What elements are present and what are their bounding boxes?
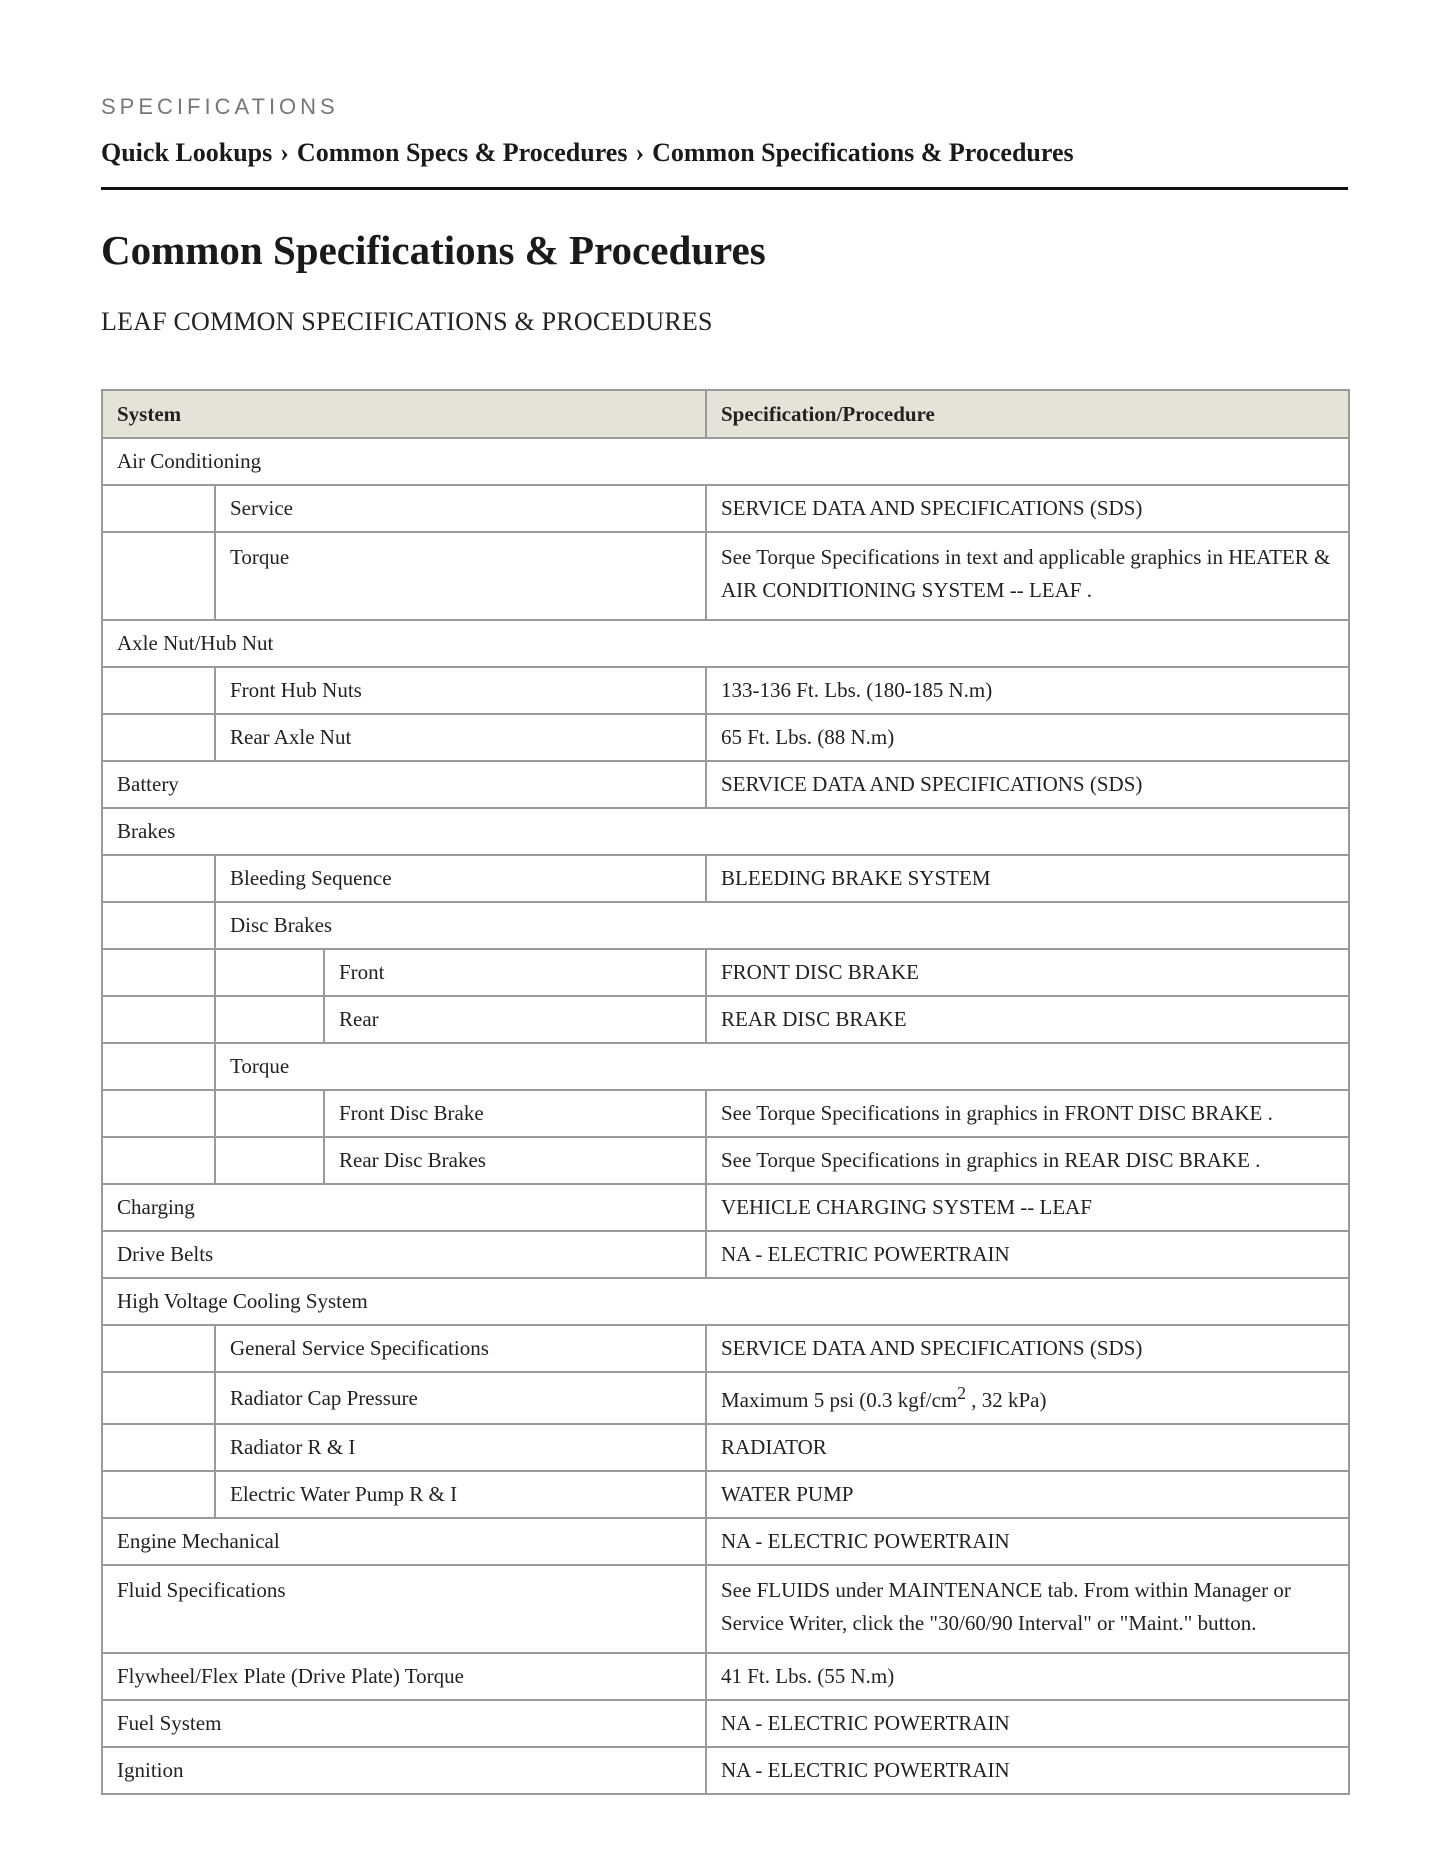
item-value: 65 Ft. Lbs. (88 N.m): [706, 714, 1349, 761]
item-value: SERVICE DATA AND SPECIFICATIONS (SDS): [706, 485, 1349, 532]
indent-cell: [102, 855, 215, 902]
table-row: [102, 1471, 1349, 1518]
system-charging: Charging: [102, 1184, 706, 1231]
header-divider: [101, 187, 1348, 190]
subgroup-disc-brakes: Disc Brakes: [215, 902, 1349, 949]
breadcrumb-separator: ›: [635, 138, 645, 167]
breadcrumb: [101, 138, 1074, 168]
system-fuel: Fuel System: [102, 1700, 706, 1747]
item-value: NA - ELECTRIC POWERTRAIN: [706, 1231, 1349, 1278]
table-row: [102, 1747, 1349, 1794]
item-value: SERVICE DATA AND SPECIFICATIONS (SDS): [706, 761, 1349, 808]
table-row: [102, 855, 1349, 902]
item-label: Electric Water Pump R & I: [215, 1471, 706, 1518]
breadcrumb-item-current: Common Specifications & Procedures: [652, 138, 1074, 167]
item-label: Rear Axle Nut: [215, 714, 706, 761]
table-row: [102, 1700, 1349, 1747]
table-row: [102, 1518, 1349, 1565]
indent-cell: [102, 532, 215, 620]
system-fluid-specs: Fluid Specifications: [102, 1565, 706, 1653]
item-label: Front Hub Nuts: [215, 667, 706, 714]
item-value: WATER PUMP: [706, 1471, 1349, 1518]
column-header-system: System: [102, 390, 706, 438]
item-value: See Torque Specifications in graphics in FRONT DISC BRAKE .: [706, 1090, 1349, 1137]
table-row: [102, 620, 1349, 667]
item-value: NA - ELECTRIC POWERTRAIN: [706, 1518, 1349, 1565]
subgroup-brake-torque: Torque: [215, 1043, 1349, 1090]
value-text: Maximum 5 psi (0.3 kgf/cm: [721, 1387, 958, 1412]
item-value: See FLUIDS under MAINTENANCE tab. From within Manager or Service Writer, click the "30/60/90 Interval" or "Maint." button.: [706, 1565, 1349, 1653]
indent-cell: [102, 1090, 215, 1137]
item-label: Bleeding Sequence: [215, 855, 706, 902]
page-subtitle: LEAF COMMON SPECIFICATIONS & PROCEDURES: [101, 307, 713, 336]
specifications-table: [101, 389, 1350, 1795]
indent-cell: [102, 1325, 215, 1372]
indent-cell: [102, 1137, 215, 1184]
table-row: [102, 1278, 1349, 1325]
system-battery: Battery: [102, 761, 706, 808]
item-value: SERVICE DATA AND SPECIFICATIONS (SDS): [706, 1325, 1349, 1372]
indent-cell: [215, 996, 324, 1043]
breadcrumb-item-quick-lookups[interactable]: Quick Lookups: [101, 138, 273, 167]
table-header-row: [102, 390, 1349, 438]
indent-cell: [215, 1090, 324, 1137]
section-kicker: SPECIFICATIONS: [101, 94, 339, 119]
value-text: , 32 kPa): [965, 1387, 1047, 1412]
indent-cell: [102, 902, 215, 949]
item-label: Torque: [215, 532, 706, 620]
table-row: [102, 714, 1349, 761]
item-label: Radiator Cap Pressure: [215, 1372, 706, 1424]
item-label: Service: [215, 485, 706, 532]
table-row: [102, 438, 1349, 485]
indent-cell: [102, 1424, 215, 1471]
item-value: BLEEDING BRAKE SYSTEM: [706, 855, 1349, 902]
item-label: General Service Specifications: [215, 1325, 706, 1372]
indent-cell: [102, 485, 215, 532]
item-value: FRONT DISC BRAKE: [706, 949, 1349, 996]
table-row: [102, 532, 1349, 620]
item-value: REAR DISC BRAKE: [706, 996, 1349, 1043]
indent-cell: [102, 1471, 215, 1518]
system-ignition: Ignition: [102, 1747, 706, 1794]
system-hv-cooling: High Voltage Cooling System: [102, 1278, 1349, 1325]
item-label: Rear Disc Brakes: [324, 1137, 706, 1184]
table-row: [102, 1565, 1349, 1653]
table-row: [102, 1325, 1349, 1372]
indent-cell: [102, 949, 215, 996]
table-row: [102, 761, 1349, 808]
table-row: [102, 1043, 1349, 1090]
indent-cell: [102, 667, 215, 714]
item-value: 133-136 Ft. Lbs. (180-185 N.m): [706, 667, 1349, 714]
item-value: RADIATOR: [706, 1424, 1349, 1471]
system-air-conditioning: Air Conditioning: [102, 438, 1349, 485]
table-row: [102, 1184, 1349, 1231]
item-label: Rear: [324, 996, 706, 1043]
system-flywheel: Flywheel/Flex Plate (Drive Plate) Torque: [102, 1653, 706, 1700]
table-row: [102, 949, 1349, 996]
table-row: [102, 996, 1349, 1043]
table-row: [102, 1231, 1349, 1278]
item-value: 41 Ft. Lbs. (55 N.m): [706, 1653, 1349, 1700]
indent-cell: [215, 949, 324, 996]
table-row: [102, 1653, 1349, 1700]
table-row: [102, 1372, 1349, 1424]
table-row: [102, 808, 1349, 855]
item-label: Radiator R & I: [215, 1424, 706, 1471]
item-value: [706, 1372, 1349, 1424]
item-value: NA - ELECTRIC POWERTRAIN: [706, 1747, 1349, 1794]
item-value: See Torque Specifications in text and applicable graphics in HEATER & AIR CONDITIONING SYSTEM -- LEAF .: [706, 532, 1349, 620]
system-engine-mechanical: Engine Mechanical: [102, 1518, 706, 1565]
indent-cell: [102, 714, 215, 761]
indent-cell: [102, 1372, 215, 1424]
item-label: Front: [324, 949, 706, 996]
breadcrumb-item-common-specs[interactable]: Common Specs & Procedures: [296, 138, 628, 167]
item-value: VEHICLE CHARGING SYSTEM -- LEAF: [706, 1184, 1349, 1231]
indent-cell: [102, 1043, 215, 1090]
table-row: [102, 1137, 1349, 1184]
system-axle-nut: Axle Nut/Hub Nut: [102, 620, 1349, 667]
column-header-spec: Specification/Procedure: [706, 390, 1349, 438]
item-value: NA - ELECTRIC POWERTRAIN: [706, 1700, 1349, 1747]
page-title: Common Specifications & Procedures: [101, 227, 766, 273]
table-row: [102, 1090, 1349, 1137]
table-row: [102, 667, 1349, 714]
system-brakes: Brakes: [102, 808, 1349, 855]
indent-cell: [102, 996, 215, 1043]
indent-cell: [215, 1137, 324, 1184]
item-label: Front Disc Brake: [324, 1090, 706, 1137]
table-row: [102, 485, 1349, 532]
breadcrumb-separator: ›: [280, 138, 289, 167]
system-drive-belts: Drive Belts: [102, 1231, 706, 1278]
table-row: [102, 902, 1349, 949]
table-row: [102, 1424, 1349, 1471]
superscript: 2: [957, 1382, 966, 1403]
item-value: See Torque Specifications in graphics in REAR DISC BRAKE .: [706, 1137, 1349, 1184]
